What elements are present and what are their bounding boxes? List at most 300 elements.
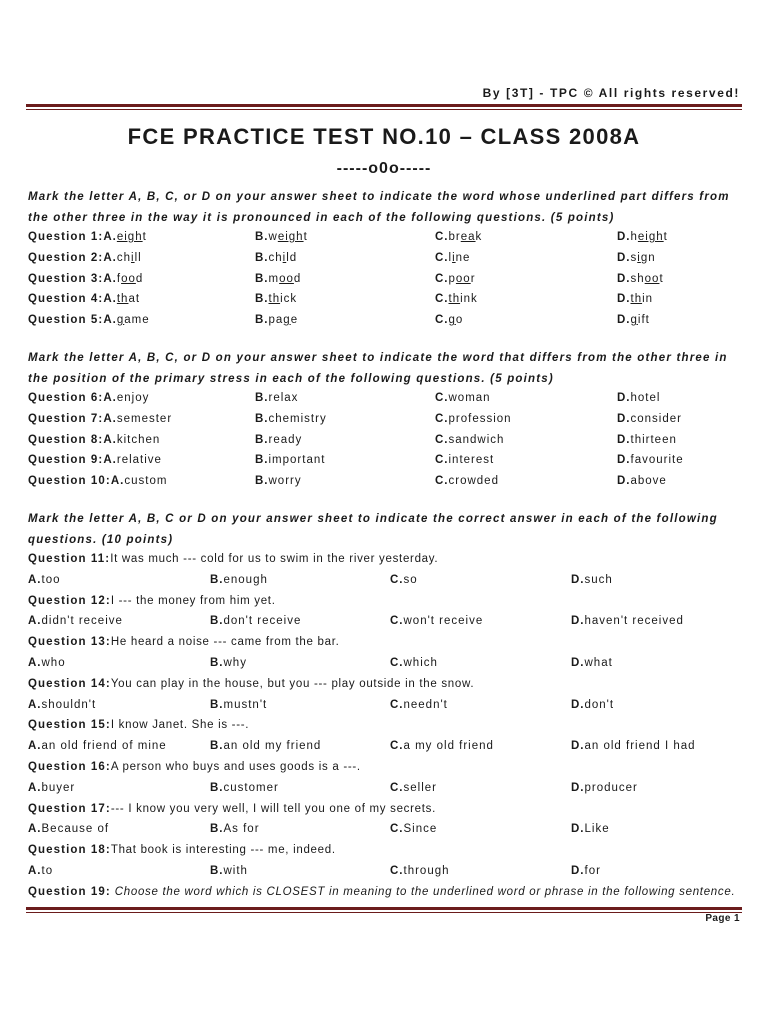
word-suffix: d	[135, 272, 144, 285]
underlined-part: th	[630, 293, 643, 306]
option-b	[255, 454, 325, 466]
question-label: Question 2:	[28, 251, 104, 264]
option-letter: C.	[435, 412, 449, 425]
underlined-part: oo	[279, 272, 294, 285]
word-prefix: sh	[630, 272, 645, 285]
option-a	[28, 231, 147, 243]
option-letter: B.	[210, 740, 224, 753]
page-title: FCE PRACTICE TEST NO.10 – CLASS 2008A	[127, 124, 641, 149]
word-suffix: ld	[286, 251, 298, 264]
option-b	[255, 231, 308, 243]
test-content	[28, 187, 744, 905]
option-letter: D.	[617, 231, 631, 243]
option-c	[435, 231, 482, 243]
option-letter: A.	[103, 391, 117, 404]
option-letter: A.	[28, 823, 42, 836]
question-19-text: Choose the word which is CLOSEST in meaning to the underlined word or phrase in the following sentence.	[114, 885, 736, 898]
option-a	[28, 293, 140, 305]
header-rule	[26, 104, 742, 110]
question-9	[28, 452, 744, 473]
option-a	[28, 314, 150, 326]
question-19	[28, 884, 744, 905]
option-text: Since	[403, 823, 438, 836]
option-letter: D.	[571, 864, 585, 877]
option-letter: D.	[617, 251, 631, 264]
question-label: Question 1:	[28, 231, 104, 243]
question-text: It was much --- cold for us to swim in the river yesterday.	[110, 552, 439, 565]
question-text: A person who buys and uses goods is a ---.	[110, 760, 361, 773]
answer-options	[28, 572, 744, 593]
question-label: Question 9:	[28, 454, 104, 467]
word-prefix: s	[630, 251, 638, 264]
question-3	[28, 271, 744, 292]
option-text: thirteen	[630, 433, 677, 446]
option-d	[571, 657, 613, 669]
option-text: an old friend of mine	[41, 740, 167, 753]
option-d	[571, 782, 638, 794]
answer-options	[28, 738, 744, 759]
option-letter: B.	[255, 251, 269, 264]
option-letter: B.	[210, 615, 224, 628]
word-suffix: in	[642, 293, 654, 306]
word-suffix: k	[475, 231, 483, 243]
option-letter: A.	[103, 251, 117, 264]
option-c	[390, 823, 437, 835]
option-letter: C.	[435, 391, 449, 404]
word-suffix: t	[663, 231, 668, 243]
question-label: Question 19:	[28, 885, 111, 898]
option-letter: D.	[617, 475, 631, 488]
option-c	[435, 314, 463, 326]
option-letter: B.	[210, 573, 224, 586]
option-text: consider	[630, 412, 682, 425]
question-label: Question 17:	[28, 802, 111, 815]
word-prefix: ch	[116, 251, 132, 264]
question-5	[28, 312, 744, 333]
question-text: --- I know you very well, I will tell you one of my secrets.	[110, 802, 436, 815]
option-text: for	[584, 864, 601, 877]
option-b	[210, 740, 321, 752]
underlined-part: oo	[121, 272, 136, 285]
option-letter: D.	[617, 433, 631, 446]
option-text: such	[584, 573, 613, 586]
option-letter: C.	[390, 573, 404, 586]
option-letter: D.	[617, 391, 631, 404]
option-text: hotel	[630, 391, 661, 404]
word-suffix: e	[290, 314, 299, 327]
option-d	[571, 574, 613, 586]
option-c	[435, 293, 478, 305]
option-letter: B.	[255, 454, 269, 467]
option-letter: D.	[571, 656, 585, 669]
option-letter: B.	[255, 272, 269, 285]
option-letter: C.	[435, 475, 449, 488]
option-letter: A.	[28, 573, 42, 586]
option-b	[210, 782, 279, 794]
question-label: Question 5:	[28, 314, 104, 327]
option-letter: B.	[255, 293, 269, 306]
option-text: customer	[223, 781, 279, 794]
section2-instruction: Mark the letter A, B, C, or D on your answer sheet to indicate the word that differs from the other three in the position of the primary stress in each of the following questions. (5 points)	[28, 351, 728, 385]
option-a	[28, 823, 109, 835]
option-letter: B.	[255, 433, 269, 446]
answer-options	[28, 863, 744, 884]
option-d	[571, 740, 696, 752]
question-18	[28, 842, 744, 863]
underlined-part: g	[116, 314, 125, 327]
option-d	[571, 699, 614, 711]
option-c	[435, 454, 494, 466]
option-text: producer	[584, 781, 638, 794]
option-b	[210, 823, 260, 835]
option-text: needn't	[403, 698, 448, 711]
option-b	[210, 699, 267, 711]
question-8	[28, 432, 744, 453]
option-text: mustn't	[223, 698, 268, 711]
option-a	[28, 865, 53, 877]
underlined-part: th	[268, 293, 281, 306]
option-b	[210, 657, 247, 669]
option-letter: A.	[103, 454, 117, 467]
option-text: favourite	[630, 454, 684, 467]
option-c	[390, 740, 494, 752]
underlined-part: oo	[455, 272, 471, 285]
question-label: Question 4:	[28, 293, 104, 306]
option-text: semester	[116, 412, 173, 425]
option-b	[255, 252, 297, 264]
option-letter: B.	[210, 823, 224, 836]
option-b	[255, 475, 302, 487]
option-text: buyer	[41, 781, 76, 794]
option-text: didn't receive	[41, 615, 123, 628]
option-text: Because of	[41, 823, 110, 836]
option-letter: D.	[617, 293, 631, 306]
option-letter: A.	[103, 314, 117, 327]
option-text: above	[630, 475, 667, 488]
option-letter: C.	[390, 864, 404, 877]
question-label: Question 13:	[28, 636, 111, 649]
question-11	[28, 551, 744, 572]
option-d	[617, 293, 653, 305]
option-text: relative	[116, 454, 162, 467]
word-suffix: ll	[134, 251, 142, 264]
underlined-part: g	[630, 314, 638, 327]
option-b	[210, 865, 248, 877]
word-suffix: ame	[124, 314, 150, 327]
section2-questions	[28, 390, 744, 494]
section3-questions	[28, 551, 744, 884]
option-letter: A.	[103, 231, 117, 243]
option-a	[28, 475, 167, 487]
word-prefix: m	[268, 272, 280, 285]
option-d	[571, 865, 601, 877]
option-a	[28, 392, 149, 404]
option-text: haven't received	[584, 615, 684, 628]
word-suffix: t	[303, 231, 308, 243]
word-suffix: ift	[637, 314, 650, 327]
option-text: kitchen	[116, 433, 161, 446]
option-letter: A.	[28, 864, 42, 877]
question-13	[28, 634, 744, 655]
page-subtitle: -----o0o-----	[336, 160, 432, 177]
section3-instruction: Mark the letter A, B, C or D on your answer sheet to indicate the correct answer in each of the following questions. (10 points)	[28, 512, 718, 546]
option-text: custom	[124, 475, 168, 488]
option-c	[435, 273, 476, 285]
option-letter: B.	[255, 475, 269, 488]
word-prefix: p	[448, 272, 456, 285]
option-letter: A.	[103, 433, 117, 446]
answer-options	[28, 655, 744, 676]
option-letter: C.	[435, 433, 449, 446]
option-letter: C.	[435, 314, 449, 327]
option-text: an old my friend	[223, 740, 322, 753]
option-c	[390, 574, 418, 586]
option-text: shouldn't	[41, 698, 97, 711]
option-c	[390, 865, 450, 877]
option-b	[255, 392, 298, 404]
option-letter: B.	[255, 314, 269, 327]
question-label: Question 12:	[28, 594, 111, 607]
option-letter: D.	[617, 272, 631, 285]
option-text: a my old friend	[403, 740, 494, 753]
option-text: important	[268, 454, 326, 467]
option-a	[28, 574, 61, 586]
option-letter: C.	[390, 698, 404, 711]
word-prefix: ch	[268, 251, 283, 264]
option-letter: C.	[390, 656, 404, 669]
option-text: profession	[448, 412, 512, 425]
option-d	[617, 454, 684, 466]
option-d	[617, 434, 677, 446]
option-letter: A.	[103, 272, 117, 285]
answer-options	[28, 613, 744, 634]
option-b	[255, 434, 302, 446]
option-letter: D.	[571, 823, 585, 836]
word-suffix: ne	[455, 251, 471, 264]
question-17	[28, 801, 744, 822]
option-letter: D.	[617, 454, 631, 467]
option-letter: B.	[255, 231, 269, 243]
word-suffix: gn	[640, 251, 656, 264]
option-d	[617, 392, 660, 404]
underlined-part: th	[448, 293, 461, 306]
option-text: through	[403, 864, 450, 877]
option-text: too	[41, 573, 61, 586]
question-label: Question 11:	[28, 552, 111, 565]
question-12	[28, 593, 744, 614]
option-letter: C.	[435, 251, 449, 264]
word-suffix: t	[659, 272, 664, 285]
word-prefix: w	[268, 231, 278, 243]
option-c	[435, 475, 499, 487]
option-text: to	[41, 864, 54, 877]
page-number: Page 1	[705, 913, 740, 924]
option-c	[390, 782, 437, 794]
question-label: Question 7:	[28, 412, 104, 425]
question-6	[28, 390, 744, 411]
question-1	[28, 229, 744, 250]
option-a	[28, 273, 143, 285]
option-letter: C.	[390, 823, 404, 836]
option-letter: C.	[435, 454, 449, 467]
option-d	[617, 314, 650, 326]
underlined-part: ea	[460, 231, 476, 243]
word-prefix: br	[448, 231, 461, 243]
option-text: enjoy	[116, 391, 150, 404]
option-d	[617, 273, 664, 285]
section1-instruction: Mark the letter A, B, C, or D on your answer sheet to indicate the word whose underlined part differs from the other three in the way it is pronounced in each of the following questions. (5 points)	[28, 191, 730, 224]
question-text: That book is interesting --- me, indeed.	[110, 844, 336, 857]
option-letter: B.	[210, 864, 224, 877]
underlined-part: eigh	[277, 231, 304, 243]
option-letter: B.	[210, 656, 224, 669]
underlined-part: oo	[644, 272, 660, 285]
option-letter: D.	[571, 573, 585, 586]
underlined-part: th	[116, 293, 129, 306]
question-label: Question 3:	[28, 272, 104, 285]
option-letter: C.	[435, 272, 449, 285]
question-label: Question 8:	[28, 433, 104, 446]
option-text: don't	[584, 698, 615, 711]
option-b	[210, 574, 268, 586]
question-label: Question 18:	[28, 844, 111, 857]
underlined-part: i	[452, 251, 456, 264]
word-suffix: o	[455, 314, 464, 327]
question-14	[28, 676, 744, 697]
option-text: As for	[223, 823, 260, 836]
option-b	[255, 314, 298, 326]
option-a	[28, 434, 160, 446]
option-text: an old friend I had	[584, 740, 696, 753]
option-a	[28, 413, 172, 425]
option-d	[617, 231, 668, 243]
option-text: interest	[448, 454, 495, 467]
word-suffix: ick	[280, 293, 298, 306]
word-suffix: at	[128, 293, 141, 306]
question-16	[28, 759, 744, 780]
option-text: crowded	[448, 475, 499, 488]
question-text: You can play in the house, but you --- play outside in the snow.	[110, 677, 475, 690]
option-letter: D.	[571, 698, 585, 711]
option-letter: C.	[390, 740, 404, 753]
answer-options	[28, 780, 744, 801]
option-c	[390, 657, 438, 669]
option-letter: D.	[571, 615, 585, 628]
underlined-part: i	[637, 251, 641, 264]
word-prefix: pa	[268, 314, 284, 327]
option-text: which	[403, 656, 438, 669]
underlined-part: g	[283, 314, 291, 327]
question-label: Question 15:	[28, 719, 111, 732]
option-letter: C.	[390, 615, 404, 628]
option-c	[435, 252, 470, 264]
option-text: seller	[403, 781, 437, 794]
option-text: sandwich	[448, 433, 505, 446]
option-text: worry	[268, 475, 302, 488]
option-text: woman	[448, 391, 491, 404]
option-b	[255, 293, 297, 305]
word-prefix: h	[630, 231, 638, 243]
option-letter: D.	[617, 412, 631, 425]
option-text: with	[223, 864, 248, 877]
option-letter: A.	[28, 698, 42, 711]
option-text: won't receive	[403, 615, 484, 628]
option-text: what	[584, 656, 613, 669]
option-c	[390, 615, 483, 627]
option-letter: A.	[28, 740, 42, 753]
option-d	[617, 252, 656, 264]
option-d	[571, 615, 684, 627]
option-c	[390, 699, 448, 711]
option-text: so	[403, 573, 418, 586]
answer-options	[28, 821, 744, 842]
option-letter: D.	[571, 740, 585, 753]
option-text: don't receive	[223, 615, 302, 628]
option-c	[435, 434, 504, 446]
underlined-part: i	[131, 251, 135, 264]
option-letter: A.	[103, 412, 117, 425]
underlined-part: i	[282, 251, 287, 264]
option-a	[28, 454, 162, 466]
section1-questions	[28, 229, 744, 333]
underlined-part: eigh	[637, 231, 664, 243]
option-b	[255, 273, 301, 285]
option-letter: A.	[110, 475, 125, 488]
question-text: I --- the money from him yet.	[110, 594, 276, 607]
word-prefix: l	[448, 251, 453, 264]
question-text: He heard a noise --- came from the bar.	[110, 636, 340, 649]
option-letter: C.	[435, 231, 449, 243]
question-4	[28, 291, 744, 312]
word-suffix: r	[470, 272, 476, 285]
option-letter: A.	[103, 293, 117, 306]
answer-options	[28, 697, 744, 718]
option-text: who	[41, 656, 66, 669]
option-letter: B.	[210, 698, 224, 711]
option-letter: A.	[28, 615, 42, 628]
option-b	[210, 615, 301, 627]
option-d	[617, 413, 682, 425]
question-7	[28, 411, 744, 432]
question-label: Question 10:	[28, 475, 111, 488]
question-15	[28, 717, 744, 738]
option-c	[435, 413, 512, 425]
word-suffix: ink	[460, 293, 478, 306]
question-label: Question 16:	[28, 760, 111, 773]
option-b	[255, 413, 327, 425]
option-a	[28, 699, 96, 711]
option-a	[28, 782, 75, 794]
option-letter: A.	[28, 781, 42, 794]
word-suffix: t	[142, 231, 147, 243]
option-text: why	[223, 656, 247, 669]
option-a	[28, 252, 142, 264]
option-text: Like	[584, 823, 610, 836]
underlined-part: eigh	[116, 231, 143, 243]
question-label: Question 6:	[28, 391, 104, 404]
copyright-header: By [3T] - TPC © All rights reserved!	[482, 86, 740, 100]
option-d	[617, 475, 667, 487]
option-text: enough	[223, 573, 268, 586]
option-text: ready	[268, 433, 303, 446]
option-letter: C.	[435, 293, 449, 306]
option-c	[435, 392, 491, 404]
option-text: relax	[268, 391, 299, 404]
option-text: chemistry	[268, 412, 327, 425]
word-prefix: f	[116, 272, 122, 285]
option-letter: D.	[617, 314, 631, 327]
option-a	[28, 615, 123, 627]
